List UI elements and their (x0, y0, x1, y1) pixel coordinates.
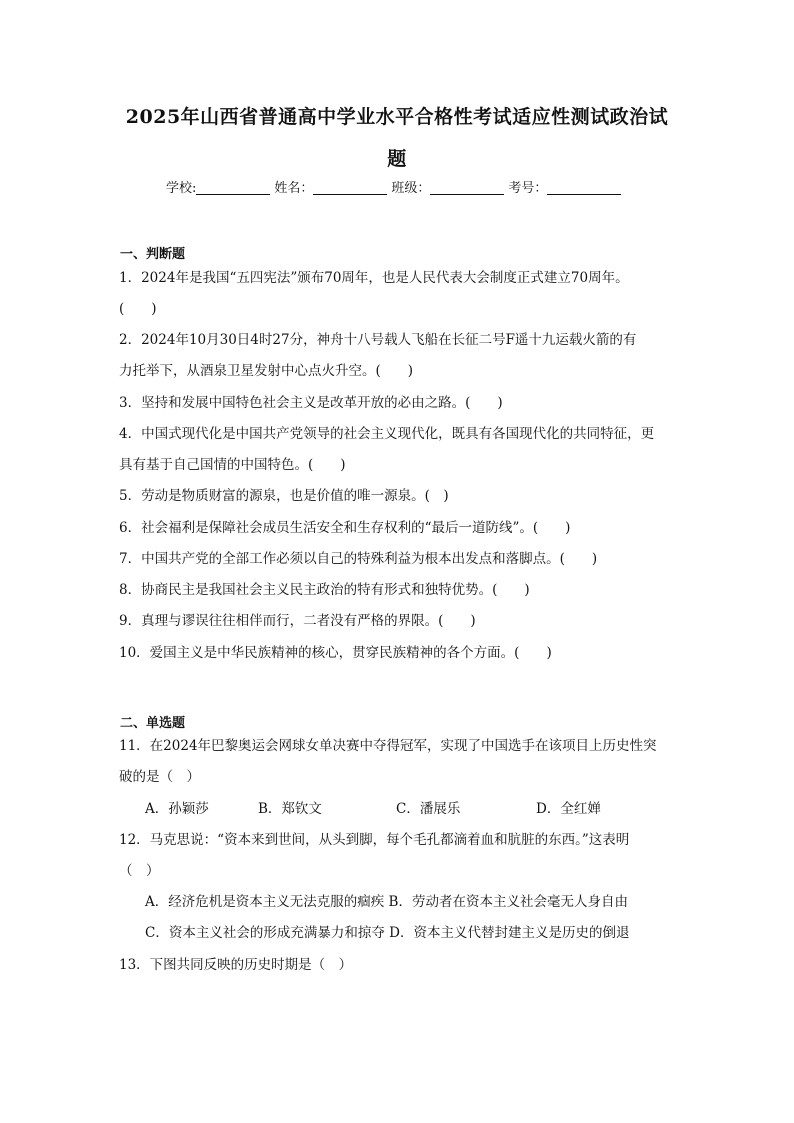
question-10: 10．爱国主义是中华民族精神的核心，贯穿民族精神的各个方面。( ) (119, 645, 552, 661)
question-9: 9．真理与谬误往往相伴而行，二者没有严格的界限。( ) (119, 613, 476, 629)
student-info-row (166, 180, 646, 198)
question-2-continued: 力托举下，从酒泉卫星发射中心点火升空。( ) (119, 363, 414, 379)
class-label: 班级： (391, 181, 431, 196)
question-12-bracket: （ ） (119, 863, 160, 879)
question-3: 3．坚持和发展中国特色社会主义是改革开放的必由之路。( ) (119, 395, 503, 411)
name-blank (313, 180, 387, 195)
question-11-continued: 破的是（ ） (119, 769, 200, 785)
school-label: 学校: (166, 181, 197, 196)
number-blank (547, 180, 621, 195)
question-4-continued: 具有基于自己国情的中国特色。( ) (119, 457, 346, 473)
question-1-answer-bracket: ( ) (119, 301, 157, 317)
question-4: 4．中国式现代化是中国共产党领导的社会主义现代化，既具有各国现代化的共同特征，更 (119, 426, 655, 442)
q11-option-b: B．郑钦文 (258, 801, 322, 817)
q11-option-c: C．潘展乐 (396, 801, 461, 817)
section-heading-single-choice: 二、单选题 (120, 716, 186, 731)
q11-option-a: A．孙颖莎 (145, 801, 209, 817)
question-1: 1．2024年是我国“五四宪法”颁布70周年，也是人民代表大会制度正式建立70周年。 (119, 270, 629, 286)
class-blank (430, 180, 504, 195)
question-11: 11．在2024年巴黎奥运会网球女单决赛中夺得冠军，实现了中国选手在该项目上历史性突 (119, 738, 657, 754)
section-heading-judgment: 一、判断题 (120, 247, 186, 262)
q11-option-d: D．全红婵 (536, 801, 601, 817)
name-label: 姓名： (274, 181, 314, 196)
number-label: 考号： (508, 181, 548, 196)
question-8: 8．协商民主是我国社会主义民主政治的特有形式和独特优势。( ) (119, 582, 530, 598)
exam-title-continued: 题 (387, 148, 407, 170)
question-7: 7．中国共产党的全部工作必须以自己的特殊利益为根本出发点和落脚点。( ) (119, 551, 598, 567)
q12-options-row-2: C．资本主义社会的形成充满暴力和掠夺 D．资本主义代替封建主义是历史的倒退 (145, 925, 630, 941)
q12-options-row-1: A．经济危机是资本主义无法克服的痼疾 B．劳动者在资本主义社会毫无人身自由 (145, 894, 628, 910)
question-2: 2．2024年10月30日4时27分，神舟十八号载人飞船在长征二号F遥十九运载火箭的有 (119, 332, 637, 348)
school-blank (196, 180, 270, 195)
question-5: 5．劳动是物质财富的源泉，也是价值的唯一源泉。( ) (119, 488, 449, 504)
question-13: 13．下图共同反映的历史时期是（ ） (119, 957, 353, 973)
question-12: 12．马克思说：“资本来到世间，从头到脚，每个毛孔都滴着血和肮脏的东西。”这表明 (119, 832, 630, 848)
question-6: 6．社会福利是保障社会成员生活安全和生存权利的“最后一道防线”。( ) (119, 520, 571, 536)
exam-title: 2025年山西省普通高中学业水平合格性考试适应性测试政治试 (125, 106, 669, 128)
